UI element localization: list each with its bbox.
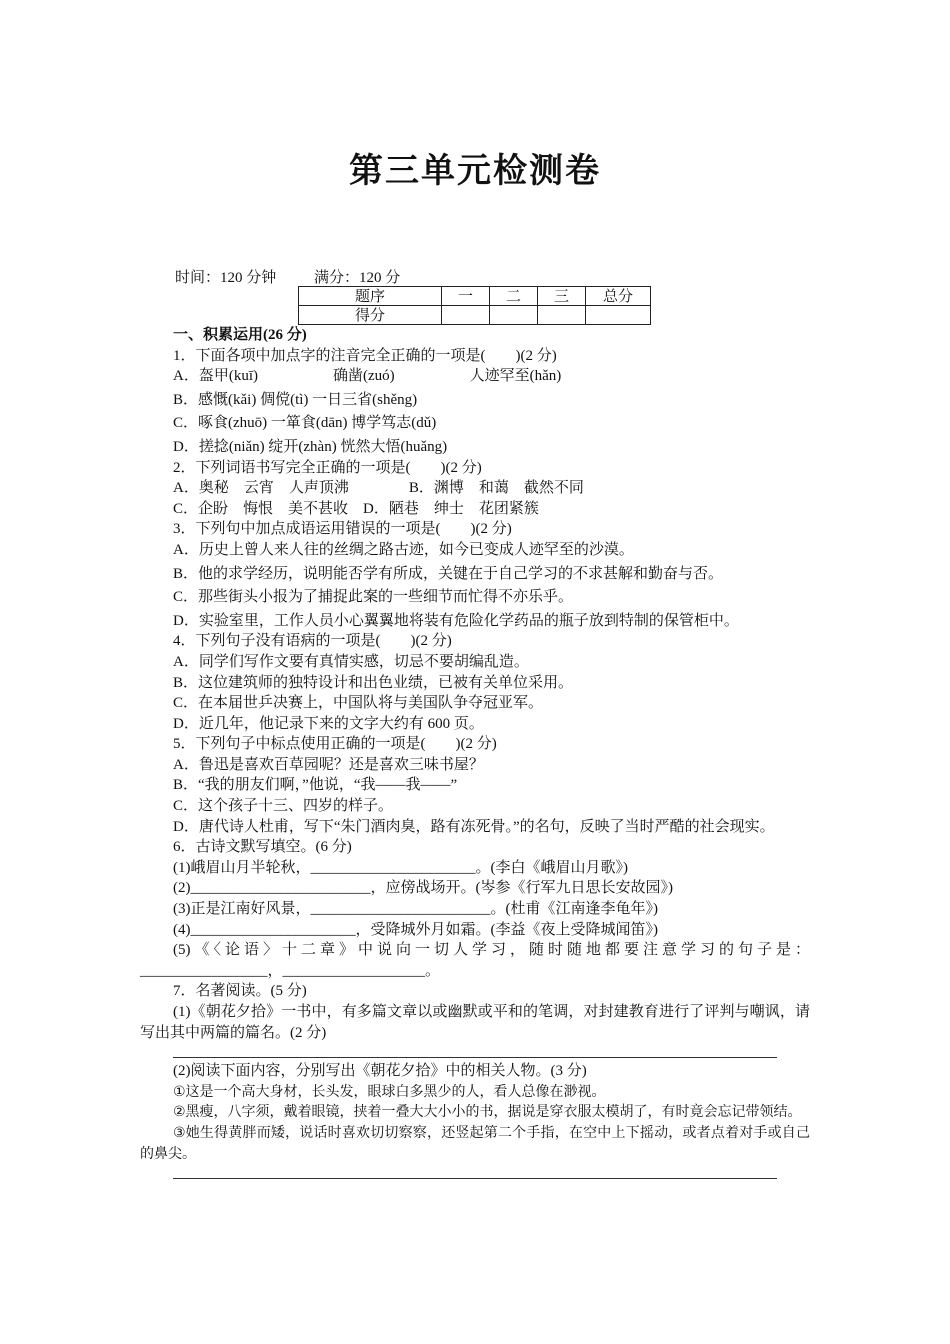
answer-line[interactable] xyxy=(173,1043,777,1058)
option: A．奥秘 云宵 人声顶沸 B．渊博 和蔼 截然不同 xyxy=(173,480,584,497)
option: D．搓捻(niǎn) 绽开(zhàn) 恍然大悟(huǎng) xyxy=(173,438,448,455)
option: A．鲁迅是喜欢百草园呢？还是喜欢三味书屋？ xyxy=(173,756,484,773)
reading-item: ①这是一个高大身材，长头发，眼球白多黑少的人，看人总像在渺视。 xyxy=(173,1083,606,1100)
exam-content xyxy=(140,325,810,1179)
question-3: 3．下列句中加点成语运用错误的一项是( )(2 分) xyxy=(173,521,512,538)
option: D．实验室里，工作人员小心翼翼地将装有危险化学药品的瓶子放到特制的保管柜中。 xyxy=(173,612,739,629)
answer-line[interactable] xyxy=(173,1164,777,1179)
question-5: 5．下列句子中标点使用正确的一项是( )(2 分) xyxy=(173,736,497,753)
option: B．感慨(kǎi) 倜傥(tì) 一日三省(shěng) xyxy=(173,391,418,408)
question-7-part-1: (1)《朝花夕拾》一书中，有多篇文章以或幽默或平和的笔调，对封建教育进行了评判与嘲讽，请写出其中两篇的篇名。(2 分) xyxy=(140,1004,810,1041)
question-7-part-2: (2)阅读下面内容，分别写出《朝花夕拾》中的相关人物。(3 分) xyxy=(173,1063,587,1080)
option: C．啄食(zhuō) 一箪食(dān) 博学笃志(dǔ) xyxy=(173,415,437,432)
option: C．企盼 悔恨 美不甚收 D．陋巷 绅士 花团紧簇 xyxy=(173,500,539,517)
exam-meta xyxy=(175,266,434,287)
option: D．近几年，他记录下来的文字大约有 600 页。 xyxy=(173,715,484,732)
question-2: 2．下列词语书写完全正确的一项是( )(2 分) xyxy=(173,459,482,476)
section-heading: 一、积累运用(26 分) xyxy=(173,327,307,343)
fill-blank[interactable]: (5)《〈论语〉十二章》中说向一切人学习，随时随地都要注意学习的句子是：_________________，___________________。 xyxy=(140,942,810,979)
option: D．唐代诗人杜甫，写下“朱门酒肉臭，路有冻死骨。”的名句，反映了当时严酷的社会现实。 xyxy=(173,818,775,835)
score-cell[interactable] xyxy=(442,306,490,325)
header-cell: 题序 xyxy=(299,287,442,306)
full-score: 满分：120 分 xyxy=(314,270,401,286)
header-cell: 一 xyxy=(442,287,490,306)
option: C．这个孩子十三、四岁的样子。 xyxy=(173,798,394,815)
header-cell: 总分 xyxy=(586,287,651,306)
option: C．那些街头小报为了捕捉此案的一些细节而忙得不亦乐乎。 xyxy=(173,589,574,606)
fill-blank[interactable]: (1)峨眉山月半轮秋，______________________。(李白《峨眉山月歌》) xyxy=(173,859,628,876)
score-cell[interactable] xyxy=(490,306,538,325)
option: B．“我的朋友们啊，”他说，“我——我——” xyxy=(173,777,458,794)
reading-item: ②黑瘦，八字须，戴着眼镜，挟着一叠大大小小的书，据说是穿衣服太模胡了，有时竟会忘记带领结。 xyxy=(173,1104,802,1121)
row-label: 得分 xyxy=(299,306,442,325)
page-title: 第三单元检测卷 xyxy=(349,151,601,191)
score-cell[interactable] xyxy=(538,306,586,325)
question-4: 4．下列句子没有语病的一项是( )(2 分) xyxy=(173,633,452,650)
option: B．这位建筑师的独特设计和出色业绩，已被有关单位采用。 xyxy=(173,674,574,691)
header-cell: 三 xyxy=(538,287,586,306)
reading-item: ③她生得黄胖而矮，说话时喜欢切切察察，还竖起第二个手指，在空中上下摇动，或者点着对手或自己的鼻尖。 xyxy=(140,1124,810,1162)
option: A．历史上曾人来人往的丝绸之路古迹，如今已变成人迹罕至的沙漠。 xyxy=(173,541,634,558)
question-6: 6．古诗文默写填空。(6 分) xyxy=(173,839,352,856)
score-table-score-row xyxy=(299,306,651,325)
fill-blank[interactable]: (3)正是江南好风景，________________________。(杜甫《江南逢李龟年》) xyxy=(173,901,658,918)
option: A．盔甲(kuī) 确凿(zuó) 人迹罕至(hǎn) xyxy=(173,368,562,385)
score-table xyxy=(298,286,651,325)
score-cell[interactable] xyxy=(586,306,651,325)
header-cell: 二 xyxy=(490,287,538,306)
question-1: 1．下面各项中加点字的注音完全正确的一项是( )(2 分) xyxy=(173,347,557,364)
fill-blank[interactable]: (4)______________________，受降城外月如霜。(李益《夜上受降城闻笛》) xyxy=(173,921,658,938)
question-7: 7．名著阅读。(5 分) xyxy=(173,983,307,1000)
time-limit: 时间：120 分钟 xyxy=(175,270,277,286)
option: A．同学们写作文要有真情实感，切忌不要胡编乱造。 xyxy=(173,653,529,670)
option: C．在本届世乒决赛上，中国队将与美国队争夺冠亚军。 xyxy=(173,695,544,712)
score-table-header-row xyxy=(299,287,651,306)
fill-blank[interactable]: (2)________________________，应傍战场开。(岑参《行军九日思长安故园》) xyxy=(173,880,673,897)
option: B．他的求学经历，说明能否学有所成，关键在于自己学习的不求甚解和勤奋与否。 xyxy=(173,565,724,582)
